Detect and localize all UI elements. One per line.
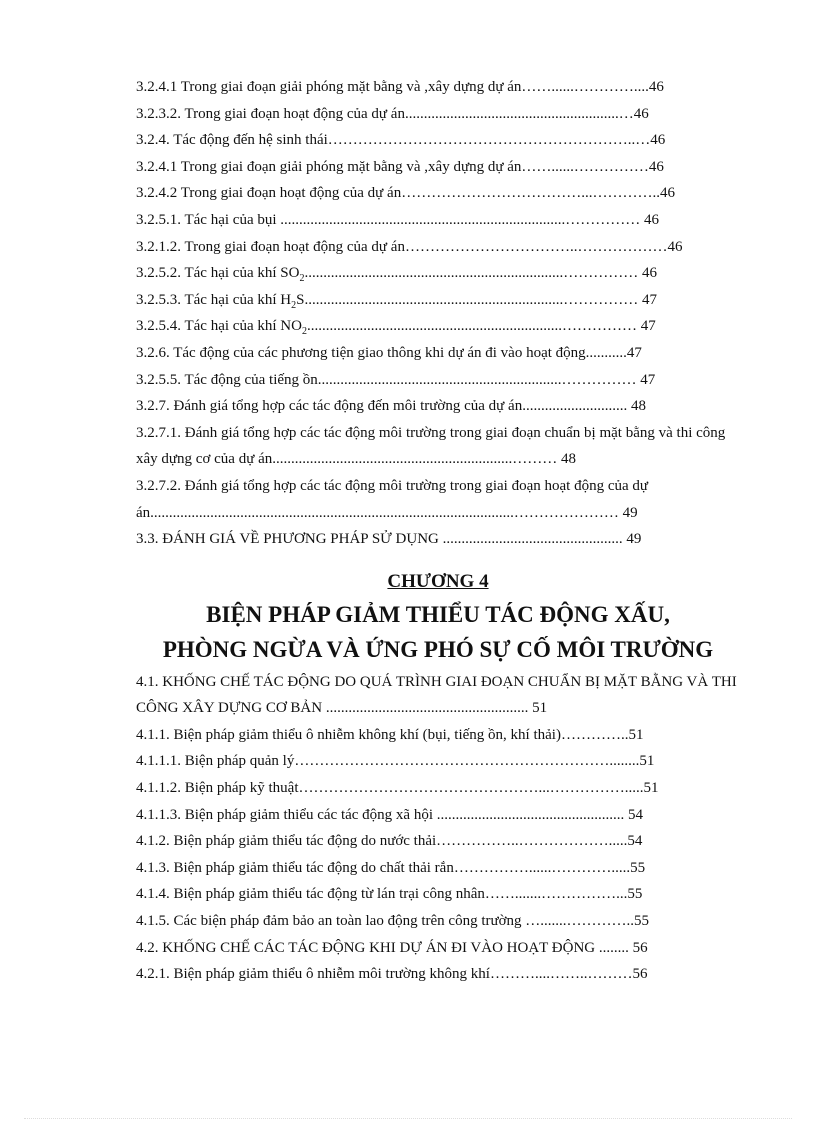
toc-entry: 3.2.4.2 Trong giai đoạn hoạt động của dự án………………………………...…………..46 xyxy=(136,185,675,202)
toc-entry: 3.2.5.5. Tác động của tiếng ồn.................................................................…………… 47 xyxy=(136,371,656,388)
toc-entry: 4.1.1. Biện pháp giảm thiểu ô nhiễm không khí (bụi, tiếng ồn, khí thải)…………..51 xyxy=(136,726,644,743)
toc-entry: 3.2.7.2. Đánh giá tổng hợp các tác động môi trường trong giai đoạn hoạt động của dự án.................................................................................................………………… 49 xyxy=(136,477,649,521)
chapter-label: CHƯƠNG 4 xyxy=(387,570,489,592)
toc-entry: 4.1.1.2. Biện pháp kỹ thuật…………………………………………...…………….....51 xyxy=(136,780,659,797)
chapter-title-line-2: PHÒNG NGỪA VÀ ỨNG PHÓ SỰ CỐ MÔI TRƯỜNG xyxy=(162,636,714,662)
toc-entry: 3.3. ĐÁNH GIÁ VỀ PHƯƠNG PHÁP SỬ DỤNG ................................................ 49 xyxy=(136,531,642,548)
toc-entry-so2: 3.2.5.2. Tác hại của khí $SO_2.....................................................................\dots\dots\dots\dots\dots$ 46 xyxy=(136,265,657,285)
table-of-contents xyxy=(136,74,740,988)
toc-entry: 3.2.4. Tác động đến hệ sinh thái……………………………………………………..…46 xyxy=(136,132,666,149)
toc-entry: 4.1.5. Các biện pháp đảm bảo an toàn lao động trên công trường ….......…………..55 xyxy=(136,913,650,930)
toc-entry: 3.2.6. Tác động của các phương tiện giao thông khi dự án đi vào hoạt động...........47 xyxy=(136,344,642,361)
toc-entry: 4.1.1.3. Biện pháp giảm thiểu các tác động xã hội .................................................. 54 xyxy=(136,806,644,823)
toc-entry-h2s: 3.2.5.3. Tác hại của khí $H_2S.....................................................................\dots\dots\dots\dots\dots$ 47 xyxy=(136,291,657,311)
toc-entry: 3.2.7. Đánh giá tổng hợp các tác động đến môi trường của dự án............................ 48 xyxy=(136,398,646,415)
chapter-title-line-1: BIỆN PHÁP GIẢM THIỂU TÁC ĐỘNG XẤU, xyxy=(206,601,670,627)
toc-entry: 4.1.2. Biện pháp giảm thiểu tác động do nước thải……………..……………….....54 xyxy=(136,833,643,850)
toc-entry: 4.1.4. Biện pháp giảm thiểu tác động từ lán trại công nhân…….......……………...55 xyxy=(136,886,643,903)
toc-entry: 3.2.1.2. Trong giai đoạn hoạt động của dự án……………………………..………………46 xyxy=(136,238,683,255)
toc-entry: 4.1. KHỐNG CHẾ TÁC ĐỘNG DO QUÁ TRÌNH GIAI ĐOẠN CHUẨN BỊ MẶT BẰNG VÀ THI CÔNG XÂY DỰNG CƠ BẢN ...................................................... 51 xyxy=(136,673,737,717)
toc-entry: 4.2.1. Biện pháp giảm thiểu ô nhiễm môi trường không khí………....……..………56 xyxy=(136,966,648,983)
toc-entry: 3.2.4.1 Trong giai đoạn giải phóng mặt bằng và ,xây dựng dự án……......…………....46 xyxy=(136,79,664,95)
toc-entry: 4.2. KHỐNG CHẾ CÁC TÁC ĐỘNG KHI DỰ ÁN ĐI VÀO HOẠT ĐỘNG ........ 56 xyxy=(136,939,648,956)
toc-entry: 3.2.3.2. Trong giai đoạn hoạt động của dự án.........................................................…46 xyxy=(136,105,649,122)
toc-entry-no2: 3.2.5.4. Tác hại của khí $NO_2....................................................................\dots\dots\dots\dots\dots$ 47 xyxy=(136,318,656,338)
chapter-heading xyxy=(136,567,740,667)
toc-entry: 3.2.5.1. Tác hại của bụi ............................................................................…………… 46 xyxy=(136,211,660,228)
toc-entry: 4.1.3. Biện pháp giảm thiểu tác động do chất thải rắn……………......………….....55 xyxy=(136,859,646,876)
toc-entry: 3.2.4.1 Trong giai đoạn giải phóng mặt bằng và ,xây dựng dự án……......……………46 xyxy=(136,158,664,175)
toc-entry: 4.1.1.1. Biện pháp quản lý………………………………………………………........51 xyxy=(136,753,655,770)
page-bottom-divider xyxy=(24,1118,792,1119)
toc-entry: 3.2.7.1. Đánh giá tổng hợp các tác động môi trường trong giai đoạn chuẩn bị mặt bằng và thi công xây dựng cơ của dự án................................................................……… 48 xyxy=(136,424,726,468)
